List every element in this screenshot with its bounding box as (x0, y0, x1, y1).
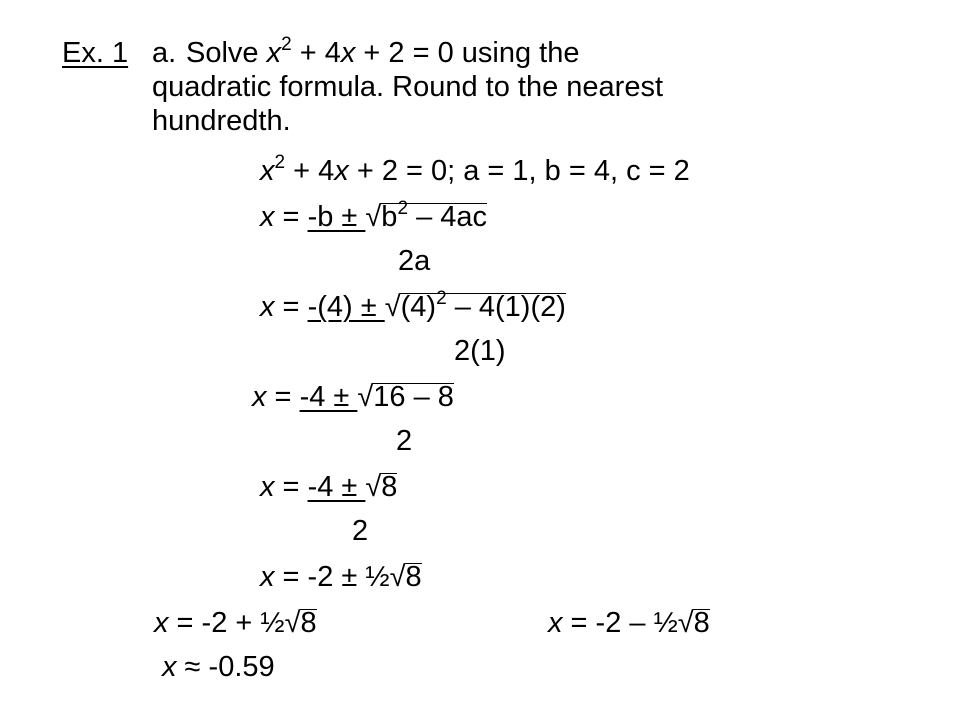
simplify1-numerator: x = -4 ± √16 – 8 (252, 381, 454, 413)
substituted-denominator: 2(1) (454, 335, 506, 367)
simplify2-denominator: 2 (352, 515, 369, 547)
part-label: a. (152, 37, 177, 69)
problem-prompt-line3: hundredth. (152, 105, 291, 137)
radical-sign: √8 (677, 607, 710, 639)
coefficients-line: $x^2 + 4x + 2 = 0$; a = 1, b = 4, c = 2 (260, 152, 690, 187)
simplify2-numerator: x = -4 ± √8 (260, 471, 398, 503)
formula-denominator: 2a (398, 245, 431, 277)
simplify3-line: x = -2 ± ½ √8 (260, 561, 422, 593)
answer-line: x ≈ -0.59 (162, 651, 275, 683)
formula-numerator: x = -b ± $√b^2 - 4ac$ (260, 198, 488, 233)
example-label: Ex. 1 (62, 37, 129, 69)
radical-sign: √8 (284, 607, 317, 639)
problem-prompt-line1: Solve $x^2 + 4x + 2 = 0$ using the (186, 34, 580, 69)
problem-prompt-line2: quadratic formula. Round to the nearest (152, 71, 664, 103)
radical-sign: √16 – 8 (357, 381, 454, 413)
radical-sign: $√(4)^2 - 4(1)(2)$ (384, 288, 566, 323)
substituted-numerator: x = -(4) ± $√(4)^2 - 4(1)(2)$ (260, 288, 566, 323)
radical-sign: √8 (365, 471, 398, 503)
split-plus-line: x = -2 + ½ √8 (154, 607, 317, 639)
split-minus-line: x = -2 – ½ √8 (548, 607, 710, 639)
simplify1-denominator: 2 (396, 425, 413, 457)
radical-sign: √8 (389, 561, 422, 593)
radical-sign: $√b^2 - 4ac$ (365, 198, 488, 233)
